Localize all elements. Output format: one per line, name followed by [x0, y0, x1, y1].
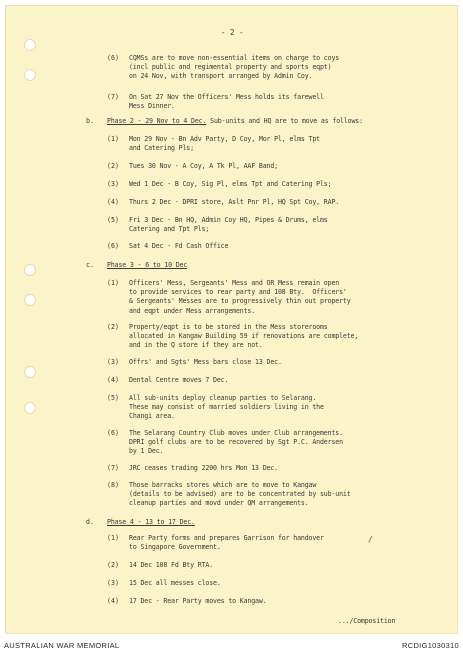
item-number: (4): [107, 597, 119, 605]
punch-hole: [24, 264, 36, 276]
item-text: 17 Dec - Rear Party moves to Kangaw.: [129, 597, 267, 605]
item-text: All sub-units deploy cleanup parties to Selarang. These may consist of married soldiers living in the Changi area.: [129, 394, 324, 421]
item-number: (2): [107, 561, 119, 569]
punch-hole: [24, 402, 36, 414]
item-number: (6): [107, 54, 119, 62]
item-text: On Sat 27 Nov the Officers' Mess holds its farewell Mess Dinner.: [129, 93, 324, 111]
document-page: [6, 6, 457, 633]
item-text: Dental Centre moves 7 Dec.: [129, 376, 229, 384]
continuation-note: .../Composition: [338, 617, 396, 625]
punch-hole: [24, 69, 36, 81]
item-text: Wed 1 Dec - B Coy, Sig Pl, elms Tpt and Catering Pls;: [129, 180, 332, 188]
item-number: (3): [107, 180, 119, 188]
item-number: (1): [107, 135, 119, 143]
punch-hole: [24, 366, 36, 378]
phase-title: Phase 3 - 6 to 10 Dec: [107, 261, 188, 269]
item-text: JRC ceases trading 2200 hrs Mon 13 Dec.: [129, 464, 278, 472]
punch-hole: [24, 294, 36, 306]
margin-mark: /: [368, 535, 373, 544]
item-number: (4): [107, 376, 119, 384]
phase-title: Phase 2 - 29 Nov to 4 Dec.: [107, 117, 207, 125]
item-text: 15 Dec all messes close.: [129, 579, 221, 587]
item-number: (2): [107, 323, 119, 331]
item-number: (6): [107, 242, 119, 250]
item-number: (3): [107, 358, 119, 366]
item-text: Those barracks stores which are to move to Kangaw (details to be advised) are to be concentrated by sub-unit cleanup parties and movd under QM arrangements.: [129, 481, 351, 508]
item-text: Mon 29 Nov - Bn Adv Party, D Coy, Mor Pl, elms Tpt and Catering Pls;: [129, 135, 320, 153]
phase-title: Phase 4 - 13 to 17 Dec.: [107, 518, 195, 526]
item-number: (1): [107, 534, 119, 542]
item-number: (6): [107, 429, 119, 437]
item-text: Officers' Mess, Sergeants' Mess and OR Mess remain open to provide services to rear party and 108 Bty. Officers' & Sergeants' Messes are to progressively thin out property and eqpt under Mess arrangements.: [129, 279, 351, 315]
footer-id: RCDIG1030310: [402, 641, 459, 650]
item-text: Tues 30 Nov - A Coy, A Tk Pl, AAF Band;: [129, 162, 278, 170]
item-text: 14 Dec 108 Fd Bty RTA.: [129, 561, 214, 569]
section-letter: c.: [86, 261, 94, 269]
item-number: (5): [107, 394, 119, 402]
item-number: (1): [107, 279, 119, 287]
item-text: Fri 3 Dec - Bn HQ, Admin Coy HQ, Pipes & Drums, elms Catering and Tpt Pls;: [129, 216, 328, 234]
item-text: Sat 4 Dec - Fd Cash Office: [129, 242, 229, 250]
punch-hole: [24, 39, 36, 51]
item-text: The Selarang Country Club moves under Club arrangements. DPRI golf clubs are to be recovered by Sgt P.C. Andersen by 1 Dec.: [129, 429, 343, 456]
item-number: (7): [107, 464, 119, 472]
footer-source: AUSTRALIAN WAR MEMORIAL: [4, 641, 120, 650]
item-text: Property/eqpt is to be stored in the Mess storerooms allocated in Kangaw Building 59 if renovations are complete, and in the Q store if they are not.: [129, 323, 359, 350]
item-text: Thurs 2 Dec - DPRI store, Aslt Pnr Pl, HQ Spt Coy, RAP.: [129, 198, 340, 206]
section-letter: b.: [86, 117, 94, 125]
item-text: CQMSs are to move non-essential items on charge to coys (incl public and regimental property and sports eqpt) on 24 Nov, with transport arranged by Admin Coy.: [129, 54, 340, 81]
item-number: (8): [107, 481, 119, 489]
item-text: Offrs' and Sgts' Mess bars close 13 Dec.: [129, 358, 282, 366]
item-number: (2): [107, 162, 119, 170]
page-number: - 2 -: [221, 28, 244, 37]
section-heading: [107, 117, 363, 126]
item-text: Rear Party forms and prepares Garrison for handover to Singapore Government.: [129, 534, 324, 552]
item-number: (4): [107, 198, 119, 206]
section-letter: d.: [86, 518, 94, 526]
item-number: (3): [107, 579, 119, 587]
item-number: (5): [107, 216, 119, 224]
phase-intro: Sub-units and HQ are to move as follows:: [206, 117, 363, 125]
item-number: (7): [107, 93, 119, 101]
